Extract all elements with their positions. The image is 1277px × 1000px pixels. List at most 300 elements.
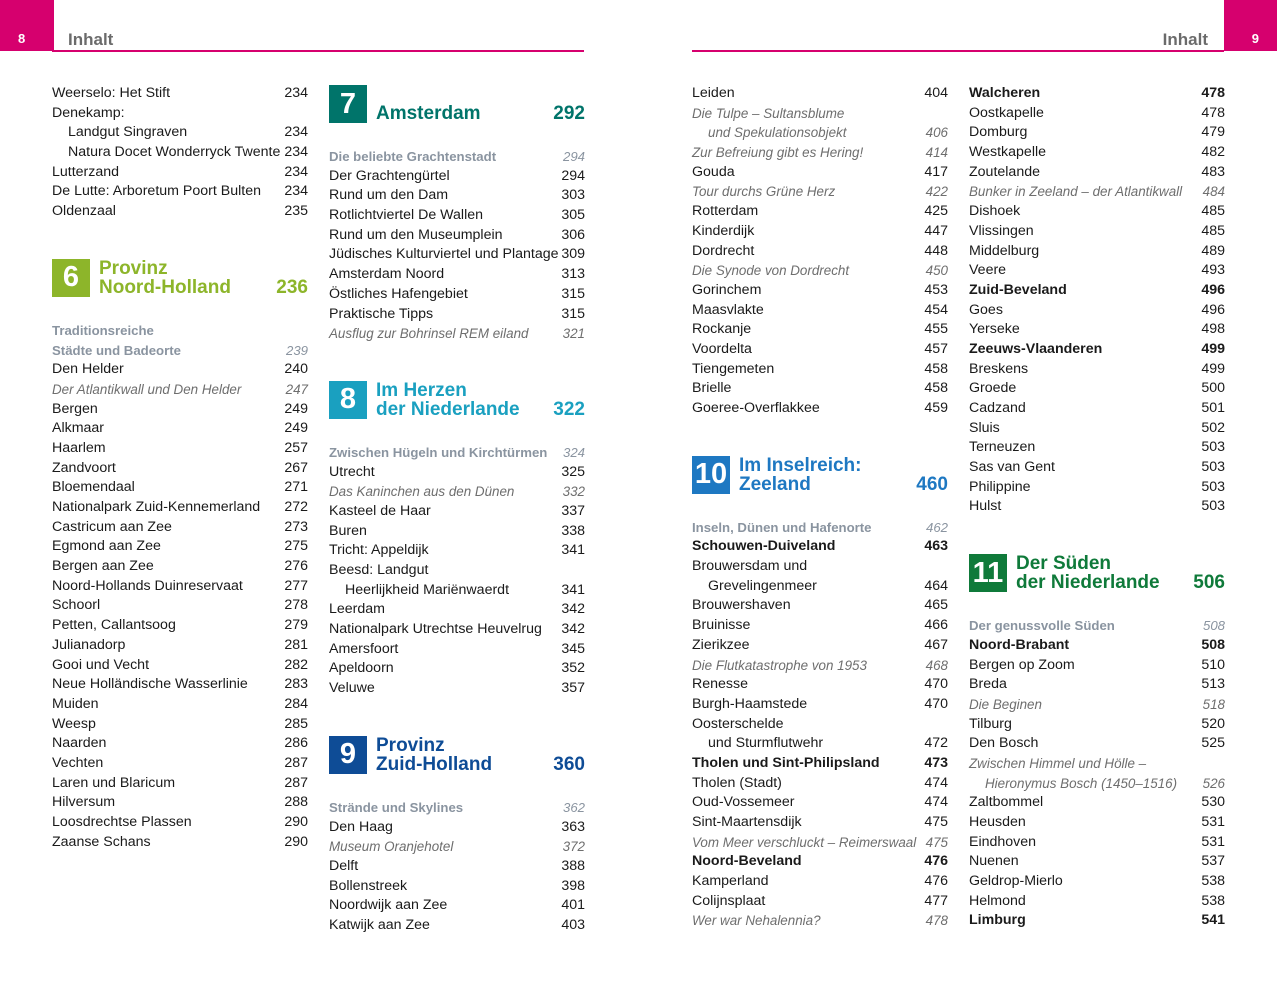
section-subheading (52, 321, 308, 341)
chapter-title-line-2: Zeeland (739, 473, 811, 495)
toc-entry (52, 754, 308, 774)
entry-page-number: 496 (1201, 301, 1225, 318)
feature-entry (329, 837, 585, 857)
feature-entry (329, 324, 585, 344)
entry-title: Westkapelle (969, 144, 1047, 161)
toc-entry (692, 872, 948, 892)
entry-page-number: 455 (924, 321, 948, 338)
header-rule-right (692, 50, 1224, 52)
entry-title: Zwischen Hügeln und Kirchtürmen (329, 444, 548, 460)
entry-page-number: 458 (924, 360, 948, 377)
feature-entry (969, 695, 1225, 715)
toc-entry (52, 656, 308, 676)
entry-page-number: 518 (1202, 696, 1225, 712)
toc-entry (969, 379, 1225, 399)
entry-page-number: 465 (924, 597, 948, 614)
entry-page-number: 357 (561, 680, 585, 697)
toc-entry (329, 600, 585, 620)
entry-page-number: 459 (924, 400, 948, 416)
chapter-title-line-2: der Niederlande (376, 398, 520, 420)
entry-page-number: 462 (925, 519, 948, 535)
chapter-number-badge: 9 (329, 736, 367, 774)
entry-title: Utrecht (329, 463, 375, 480)
toc-entry (969, 84, 1225, 104)
entry-title: Leiden (692, 85, 735, 101)
entry-title: Das Kaninchen aus den Dünen (329, 484, 515, 500)
entry-page-number: 363 (561, 818, 585, 835)
entry-page-number: 458 (924, 380, 948, 397)
entry-page-number: 404 (924, 85, 948, 101)
toc-entry (329, 640, 585, 660)
toc-entry (969, 143, 1225, 163)
entry-title: Jüdisches Kulturviertel und Plantage (329, 246, 559, 263)
toc-entry (969, 163, 1225, 183)
toc-column-4 (969, 84, 1225, 931)
chapter-heading (692, 455, 948, 494)
entry-title: Vom Meer verschluckt – Reimerswaal (692, 834, 917, 850)
entry-page-number: 468 (925, 657, 948, 673)
entry-title: Vlissingen (969, 222, 1034, 239)
entry-page-number: 499 (1201, 340, 1225, 357)
entry-title: Zierikzee (692, 636, 750, 653)
toc-entry (329, 167, 585, 187)
toc-entry (52, 360, 308, 380)
chapter-title-line-1: Provinz (99, 257, 168, 279)
toc-entry (692, 675, 948, 695)
chapter-title-line-1: Im Inselreich: (739, 454, 862, 476)
entry-title: Bollenstreek (329, 877, 408, 894)
toc-entry (52, 202, 308, 222)
entry-page-number: 249 (284, 420, 308, 437)
entry-page-number: 234 (284, 144, 308, 161)
entry-page-number: 342 (561, 601, 585, 618)
entry-title: Zoutelande (969, 163, 1040, 180)
entry-page-number: 352 (561, 660, 585, 677)
toc-entry (692, 892, 948, 912)
entry-page-number: 464 (924, 577, 948, 594)
section-subheading (52, 341, 308, 361)
chapter-title-line-1: Der Süden (1016, 553, 1112, 575)
toc-entry (969, 715, 1225, 735)
entry-title: Bergen op Zoom (969, 656, 1075, 673)
entry-page-number: 257 (284, 439, 308, 456)
toc-entry (692, 754, 948, 774)
entry-page-number: 503 (1201, 498, 1225, 515)
toc-entry (969, 833, 1225, 853)
entry-title: Noord-Beveland (692, 853, 802, 870)
toc-entry (52, 813, 308, 833)
entry-title: Amsterdam Noord (329, 266, 445, 283)
entry-title: Praktische Tipps (329, 305, 434, 322)
chapter-page-number: 236 (276, 276, 308, 298)
toc-entry (52, 616, 308, 636)
running-header-left: Inhalt (68, 30, 114, 49)
toc-entry (692, 734, 948, 754)
chapter-title-line-1: Im Herzen (376, 379, 467, 401)
toc-entry (969, 497, 1225, 517)
entry-title: Die Beginen (969, 696, 1042, 712)
entry-title: Rotterdam (692, 203, 759, 220)
toc-entry (329, 265, 585, 285)
entry-title: Strände und Skylines (329, 799, 464, 815)
entry-title: Vechten (52, 754, 104, 771)
toc-column-3 (692, 84, 948, 931)
entry-page-number: 271 (284, 479, 308, 496)
entry-title: Maasvlakte (692, 301, 764, 318)
entry-title: Den Helder (52, 361, 124, 378)
toc-entry (52, 833, 308, 853)
entry-page-number: 337 (561, 502, 585, 519)
entry-page-number: 287 (284, 774, 308, 791)
entry-page-number: 414 (925, 145, 948, 161)
section-subheading (329, 147, 585, 167)
entry-page-number: 315 (561, 285, 585, 302)
entry-page-number: 538 (1201, 892, 1225, 909)
entry-page-number: 286 (284, 735, 308, 752)
page-number-tab-right (1224, 0, 1277, 51)
toc-entry (329, 581, 585, 601)
toc-entry (692, 793, 948, 813)
toc-entry (52, 498, 308, 518)
toc-entry (969, 813, 1225, 833)
entry-page-number: 278 (284, 597, 308, 614)
toc-entry (969, 478, 1225, 498)
entry-title: Muiden (52, 695, 99, 712)
entry-title: Brouwersdam und (692, 558, 808, 575)
running-header-right: Inhalt (1162, 30, 1208, 49)
entry-title: Laren und Blaricum (52, 774, 176, 791)
feature-entry (692, 182, 948, 202)
entry-title: Zeeuws-Vlaanderen (969, 340, 1103, 357)
entry-title: Loosdrechtse Plassen (52, 814, 192, 830)
entry-title: Julianadorp (52, 636, 126, 653)
entry-title: Zandvoort (52, 459, 116, 476)
entry-page-number: 541 (1201, 912, 1225, 929)
entry-page-number: 372 (562, 839, 585, 855)
toc-entry (52, 636, 308, 656)
chapter-title (1016, 554, 1193, 592)
entry-page-number: 531 (1201, 833, 1225, 850)
toc-entry (329, 463, 585, 483)
entry-page-number: 520 (1201, 715, 1225, 732)
toc-entry (329, 916, 585, 936)
entry-title: Limburg (969, 912, 1026, 929)
entry-page-number: 508 (1201, 636, 1225, 653)
toc-entry (969, 892, 1225, 912)
entry-title: Burgh-Haamstede (692, 695, 808, 712)
toc-entry (52, 123, 308, 143)
entry-title: Hilversum (52, 794, 116, 811)
entry-page-number: 281 (284, 636, 308, 653)
entry-title: Oostkapelle (969, 104, 1044, 121)
entry-page-number: 234 (284, 163, 308, 180)
entry-title: Terneuzen (969, 439, 1036, 456)
entry-page-number: 475 (924, 814, 948, 830)
entry-title: Östliches Hafengebiet (329, 285, 468, 302)
header-rule-left (52, 50, 584, 52)
entry-page-number: 482 (1201, 144, 1225, 161)
toc-entry (692, 84, 948, 104)
entry-title: Beesd: Landgut (329, 562, 429, 578)
entry-page-number: 530 (1201, 794, 1225, 811)
entry-page-number: 282 (284, 656, 308, 673)
entry-title: Haarlem (52, 439, 106, 456)
entry-title: Tholen (Stadt) (692, 774, 782, 791)
entry-title: Zuid-Beveland (969, 281, 1067, 298)
toc-entry (52, 695, 308, 715)
entry-page-number: 525 (1201, 735, 1225, 752)
entry-page-number: 388 (561, 857, 585, 874)
section-subheading (329, 443, 585, 463)
toc-entry (969, 301, 1225, 321)
feature-entry (692, 833, 948, 853)
entry-page-number: 277 (284, 577, 308, 594)
toc-entry (969, 438, 1225, 458)
entry-page-number: 508 (1202, 618, 1225, 634)
entry-page-number: 425 (924, 203, 948, 220)
toc-entry (692, 222, 948, 242)
toc-entry (692, 557, 948, 577)
entry-page-number: 476 (924, 853, 948, 870)
entry-title: Brouwershaven (692, 597, 791, 614)
feature-entry (329, 482, 585, 502)
entry-page-number: 478 (925, 913, 948, 929)
entry-page-number: 478 (1201, 85, 1225, 101)
entry-title: Hulst (969, 498, 1002, 515)
entry-title: Goes (969, 301, 1003, 318)
entry-page-number: 234 (284, 124, 308, 141)
toc-entry (329, 561, 585, 581)
entry-page-number: 477 (924, 892, 948, 909)
entry-title: und Spekulationsobjekt (708, 125, 847, 141)
entry-page-number: 538 (1201, 873, 1225, 890)
toc-entry (969, 793, 1225, 813)
entry-page-number: 470 (924, 676, 948, 693)
entry-page-number: 342 (561, 621, 585, 638)
entry-title: Noord-Brabant (969, 636, 1070, 653)
entry-title: Lutterzand (52, 163, 120, 180)
entry-title: Tilburg (969, 715, 1012, 732)
entry-page-number: 290 (284, 833, 308, 850)
entry-title: Breda (969, 676, 1007, 693)
toc-entry (969, 320, 1225, 340)
entry-title: Zur Befreiung gibt es Hering! (692, 145, 864, 161)
toc-entry (52, 715, 308, 735)
toc-entry (329, 206, 585, 226)
entry-title: Heerlijkheid Mariënwaerdt (345, 581, 510, 598)
toc-entry (52, 557, 308, 577)
entry-page-number: 284 (284, 695, 308, 712)
toc-entry (969, 734, 1225, 754)
toc-entry (329, 857, 585, 877)
entry-title: Den Haag (329, 818, 393, 835)
entry-title: Oosterschelde (692, 715, 784, 732)
entry-title: Ausflug zur Bohrinsel REM eiland (329, 326, 529, 342)
entry-title: Oldenzaal (52, 203, 116, 220)
entry-title: Zwischen Himmel und Hölle – (969, 755, 1147, 771)
toc-entry (52, 163, 308, 183)
entry-page-number: 321 (562, 326, 585, 342)
toc-entry (52, 793, 308, 813)
entry-page-number: 398 (561, 877, 585, 894)
toc-entry (969, 675, 1225, 695)
entry-page-number: 447 (924, 222, 948, 239)
entry-title: Rund um den Dam (329, 187, 449, 204)
entry-title: Museum Oranjehotel (329, 839, 454, 855)
chapter-page-number: 322 (553, 398, 585, 420)
toc-entry (692, 852, 948, 872)
feature-entry (692, 104, 948, 124)
entry-title: Zaanse Schans (52, 833, 151, 850)
toc-entry (969, 261, 1225, 281)
feature-entry (52, 380, 308, 400)
entry-title: Noordwijk aan Zee (329, 897, 448, 914)
entry-title: Rotlichtviertel De Wallen (329, 207, 484, 224)
entry-page-number: 362 (562, 799, 585, 815)
toc-entry (692, 715, 948, 735)
chapter-number-badge: 6 (52, 259, 90, 297)
entry-title: Bergen (52, 400, 98, 417)
section-subheading (329, 798, 585, 818)
entry-title: De Lutte: Arboretum Poort Bulten (52, 183, 261, 200)
chapter-heading (329, 380, 585, 419)
entry-page-number: 290 (284, 814, 308, 830)
entry-page-number: 234 (284, 85, 308, 101)
entry-title: Nationalpark Utrechtse Heuvelrug (329, 621, 542, 638)
entry-title: Kasteel de Haar (329, 502, 431, 519)
entry-page-number: 279 (284, 617, 308, 634)
entry-page-number: 485 (1201, 203, 1225, 220)
entry-page-number: 288 (284, 794, 308, 811)
entry-title: Schoorl (52, 597, 101, 614)
entry-page-number: 467 (924, 636, 948, 653)
chapter-heading (329, 84, 585, 123)
chapter-title-line-2: der Niederlande (1016, 572, 1160, 594)
entry-page-number: 272 (284, 499, 308, 515)
toc-entry (52, 439, 308, 459)
entry-title: Leerdam (329, 601, 385, 618)
toc-entry (52, 774, 308, 794)
chapter-heading (329, 735, 585, 774)
entry-page-number: 315 (561, 305, 585, 322)
entry-page-number: 267 (284, 459, 308, 476)
entry-title: Petten, Callantsoog (52, 617, 176, 634)
entry-title: Traditionsreiche (52, 322, 154, 338)
toc-entry (969, 911, 1225, 931)
entry-page-number: 235 (284, 203, 308, 220)
entry-title: Egmond aan Zee (52, 538, 161, 555)
entry-page-number: 475 (925, 834, 948, 850)
entry-page-number: 324 (562, 444, 585, 460)
entry-title: Tricht: Appeldijk (329, 542, 429, 559)
feature-entry (692, 911, 948, 931)
toc-entry (969, 360, 1225, 380)
entry-page-number: 406 (925, 125, 948, 141)
chapter-title (739, 456, 916, 494)
entry-page-number: 275 (284, 538, 308, 555)
entry-page-number: 341 (561, 581, 585, 598)
entry-title: Die Tulpe – Sultansblume (692, 105, 845, 121)
toc-entry (52, 182, 308, 202)
toc-entry (329, 679, 585, 699)
entry-title: Grevelingenmeer (708, 577, 817, 594)
entry-page-number: 484 (1202, 184, 1225, 200)
entry-title: Den Bosch (969, 735, 1039, 752)
toc-entry (969, 202, 1225, 222)
entry-title: Landgut Singraven (68, 124, 188, 141)
entry-title: Veere (969, 262, 1007, 279)
entry-page-number: 531 (1201, 814, 1225, 830)
chapter-number-badge: 8 (329, 381, 367, 419)
chapter-page-number: 292 (553, 103, 585, 124)
entry-page-number: 325 (561, 463, 585, 480)
entry-title: Hieronymus Bosch (1450–1516) (985, 775, 1178, 791)
toc-entry (52, 419, 308, 439)
feature-entry (969, 754, 1225, 774)
entry-page-number: 498 (1201, 321, 1225, 338)
feature-entry (969, 182, 1225, 202)
entry-title: Rockanje (692, 321, 752, 338)
chapter-number-badge: 10 (692, 456, 730, 494)
entry-page-number: 476 (924, 873, 948, 890)
feature-entry (692, 261, 948, 281)
entry-title: Helmond (969, 892, 1026, 909)
entry-title: Philippine (969, 478, 1031, 495)
entry-title: Die Flutkatastrophe von 1953 (692, 657, 867, 673)
entry-title: Städte und Badeorte (52, 342, 181, 358)
toc-entry (329, 620, 585, 640)
entry-title: Renesse (692, 676, 748, 693)
entry-page-number: 448 (924, 242, 948, 259)
toc-entry (692, 281, 948, 301)
entry-title: Rund um den Museumplein (329, 226, 503, 243)
chapter-title-line-2: Amsterdam (376, 103, 481, 124)
entry-title: Colijnsplaat (692, 892, 766, 909)
entry-title: Tour durchs Grüne Herz (692, 184, 836, 200)
entry-page-number: 287 (284, 754, 308, 771)
entry-page-number: 503 (1201, 478, 1225, 495)
chapter-title (376, 104, 553, 123)
entry-title: Bergen aan Zee (52, 558, 154, 575)
entry-title: Weesp (52, 715, 96, 732)
chapter-page-number: 460 (916, 473, 948, 495)
toc-entry (969, 636, 1225, 656)
entry-page-number: 422 (925, 184, 948, 200)
toc-entry (692, 399, 948, 419)
entry-title: Inseln, Dünen und Hafenorte (692, 519, 872, 535)
entry-title: Cadzand (969, 400, 1026, 416)
entry-page-number: 479 (1201, 124, 1225, 141)
entry-page-number: 240 (284, 361, 308, 378)
chapter-heading (969, 553, 1225, 592)
entry-title: Veluwe (329, 680, 375, 697)
toc-entry (329, 522, 585, 542)
entry-title: Nuenen (969, 853, 1019, 870)
entry-title: Bunker in Zeeland – der Atlantikwall (969, 184, 1183, 200)
entry-title: Amersfoort (329, 640, 399, 657)
entry-title: Zaltbommel (969, 794, 1044, 811)
entry-title: Tholen und Sint-Philipsland (692, 754, 880, 771)
toc-entry (692, 242, 948, 262)
toc-entry (329, 226, 585, 246)
entry-page-number: 472 (924, 735, 948, 752)
entry-title: Naarden (52, 735, 107, 752)
toc-entry (692, 537, 948, 557)
chapter-page-number: 506 (1193, 572, 1225, 594)
entry-page-number: 303 (561, 187, 585, 204)
toc-entry (329, 896, 585, 916)
entry-page-number: 483 (1201, 163, 1225, 180)
